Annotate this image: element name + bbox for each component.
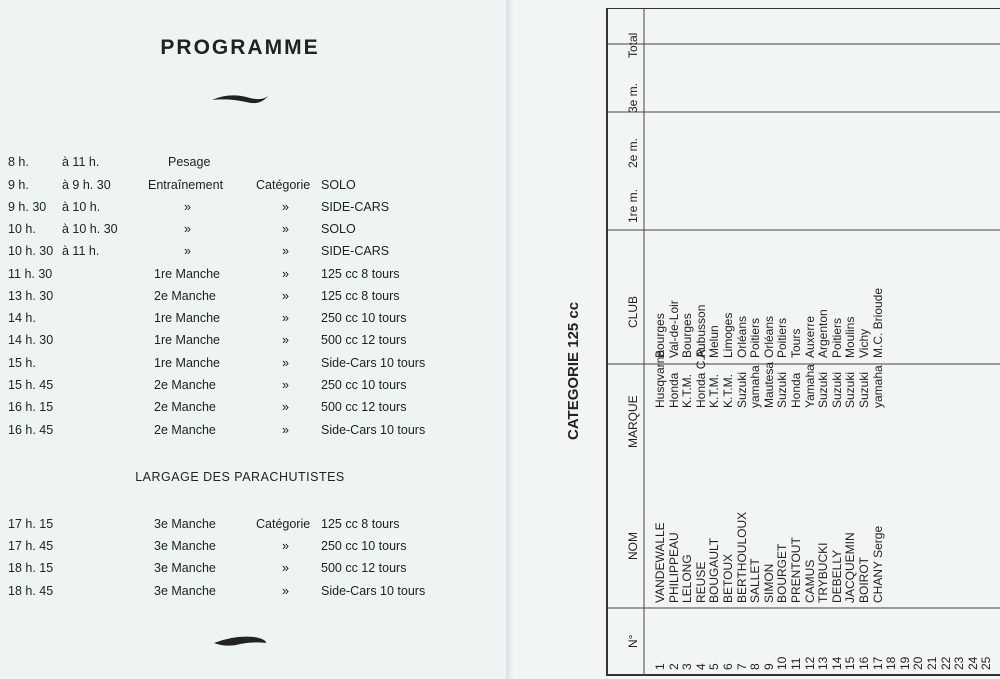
start-time: 17 h. 15 bbox=[8, 517, 54, 531]
row-nom: REUSE bbox=[693, 561, 708, 603]
activity: 2e Manche bbox=[154, 378, 216, 392]
row-marque: Husqvarna bbox=[653, 349, 667, 408]
row-marque: yamaha bbox=[870, 365, 885, 408]
start-time: 15 h. 45 bbox=[8, 378, 54, 392]
event: 250 cc 10 tours bbox=[321, 539, 407, 553]
category: » bbox=[282, 561, 289, 575]
row-number: 15 bbox=[843, 656, 858, 670]
row-club: Orléans bbox=[761, 315, 776, 358]
row-number: 3 bbox=[680, 663, 695, 670]
row-nom: SIMON bbox=[761, 563, 776, 603]
category: » bbox=[282, 222, 289, 236]
event: SOLO bbox=[321, 222, 356, 236]
activity: » bbox=[184, 244, 191, 258]
category: » bbox=[282, 289, 289, 303]
header-total: Total bbox=[626, 32, 640, 58]
page-fold bbox=[506, 0, 514, 679]
event: 125 cc 8 tours bbox=[321, 517, 400, 531]
row-number: 25 bbox=[979, 656, 994, 670]
event: 125 cc 8 tours bbox=[321, 267, 400, 281]
category: » bbox=[282, 584, 289, 598]
row-club: Vichy bbox=[857, 328, 871, 358]
row-number: 22 bbox=[938, 656, 953, 670]
activity: 1re Manche bbox=[154, 333, 221, 347]
event: 125 cc 8 tours bbox=[321, 289, 400, 303]
activity: 1re Manche bbox=[154, 267, 221, 281]
row-nom: CAMUS bbox=[802, 559, 817, 603]
start-time: 10 h. bbox=[8, 222, 36, 236]
schedule-row bbox=[0, 289, 480, 309]
row-nom: BERTHOULOUX bbox=[734, 511, 749, 603]
row-nom: CHANY Serge bbox=[870, 525, 885, 603]
activity: 3e Manche bbox=[154, 584, 216, 598]
row-marque: K.T.M. bbox=[680, 373, 695, 408]
row-number: 23 bbox=[952, 656, 967, 670]
row-club: Bourges bbox=[653, 313, 667, 358]
end-time: à 10 h. 30 bbox=[62, 222, 118, 236]
row-nom: BOIROT bbox=[857, 556, 871, 603]
row-nom: LELONG bbox=[680, 554, 695, 603]
row-number: 24 bbox=[965, 656, 980, 670]
end-time: à 11 h. bbox=[62, 244, 100, 258]
start-time: 10 h. 30 bbox=[8, 244, 54, 258]
start-time: 18 h. 45 bbox=[8, 584, 54, 598]
activity: 2e Manche bbox=[154, 423, 216, 437]
row-club: Poitiers bbox=[775, 317, 790, 358]
category-title: CATEGORIE 125 cc bbox=[565, 301, 582, 440]
event: SOLO bbox=[321, 178, 356, 192]
row-number: 4 bbox=[693, 663, 708, 670]
row-number: 19 bbox=[897, 656, 912, 670]
event: 500 cc 12 tours bbox=[321, 400, 407, 414]
row-nom: SALLET bbox=[748, 558, 763, 603]
category: » bbox=[282, 423, 289, 437]
row-marque: K.T.M. bbox=[721, 373, 735, 408]
row-club: Moulins bbox=[843, 316, 858, 358]
header-marque: MARQUE bbox=[626, 395, 640, 448]
largage-text: LARGAGE DES PARACHUTISTES bbox=[135, 470, 345, 484]
activity: 1re Manche bbox=[154, 311, 221, 325]
category: Catégorie bbox=[256, 517, 311, 531]
start-time: 16 h. 15 bbox=[8, 400, 54, 414]
start-time: 11 h. 30 bbox=[8, 267, 53, 281]
row-number: 20 bbox=[911, 656, 926, 670]
event: 250 cc 10 tours bbox=[321, 378, 407, 392]
row-club: Poitiers bbox=[829, 317, 844, 358]
category: » bbox=[282, 311, 289, 325]
row-number: 11 bbox=[789, 657, 803, 670]
start-time: 9 h. 30 bbox=[8, 200, 47, 214]
row-number: 1 bbox=[653, 663, 667, 670]
category: » bbox=[282, 200, 289, 214]
activity: 3e Manche bbox=[154, 517, 216, 531]
schedule-row bbox=[0, 356, 480, 376]
row-marque: yamaha bbox=[748, 365, 763, 408]
ornament-bottom-icon bbox=[212, 633, 268, 649]
header-nom: NOM bbox=[626, 532, 640, 560]
category: » bbox=[282, 267, 289, 281]
activity: 2e Manche bbox=[154, 400, 216, 414]
event: 500 cc 12 tours bbox=[321, 333, 407, 347]
header-m2: 2e m. bbox=[626, 137, 640, 168]
row-nom: TRYBUCKI bbox=[816, 542, 831, 603]
activity: 3e Manche bbox=[154, 539, 216, 553]
event: Side-Cars 10 tours bbox=[321, 356, 426, 370]
activity: 1re Manche bbox=[154, 356, 221, 370]
row-marque: Honda C.R. bbox=[693, 345, 708, 408]
event: Side-Cars 10 tours bbox=[321, 423, 426, 437]
row-number: 9 bbox=[761, 663, 776, 670]
row-marque: Suzuki bbox=[857, 371, 871, 408]
activity: » bbox=[184, 200, 191, 214]
schedule-row bbox=[0, 561, 480, 581]
activity: 2e Manche bbox=[154, 289, 216, 303]
end-time: à 9 h. 30 bbox=[62, 178, 111, 192]
start-time: 13 h. 30 bbox=[8, 289, 54, 303]
header-m1: 1re m. bbox=[626, 188, 640, 223]
end-time: à 11 h. bbox=[62, 155, 100, 169]
start-time: 16 h. 45 bbox=[8, 423, 54, 437]
row-nom: PHILIPPEAU bbox=[666, 532, 681, 603]
schedule-row bbox=[0, 423, 480, 443]
schedule-row bbox=[0, 378, 480, 398]
row-nom: JACQUEMIN bbox=[843, 532, 858, 603]
ornament-icon bbox=[210, 92, 270, 108]
activity: » bbox=[184, 222, 191, 236]
row-marque: Yamaha bbox=[802, 364, 817, 408]
row-marque: Suzuki bbox=[775, 371, 790, 408]
schedule-row bbox=[0, 222, 480, 242]
schedule-row bbox=[0, 333, 480, 353]
start-time: 9 h. bbox=[8, 178, 29, 192]
row-marque: Suzuki bbox=[734, 371, 749, 408]
event: 250 cc 10 tours bbox=[321, 311, 407, 325]
category: » bbox=[282, 378, 289, 392]
category: » bbox=[282, 244, 289, 258]
row-club: Bourges bbox=[680, 313, 695, 358]
schedule-row bbox=[0, 200, 480, 220]
category: » bbox=[282, 356, 289, 370]
row-number: 13 bbox=[816, 656, 831, 670]
row-number: 14 bbox=[829, 656, 844, 670]
schedule-row bbox=[0, 584, 480, 604]
row-nom: BOUGAULT bbox=[707, 537, 722, 603]
row-nom: BETOUX bbox=[721, 553, 735, 603]
results-table bbox=[606, 8, 1000, 676]
row-number: 12 bbox=[802, 656, 817, 670]
start-time: 18 h. 15 bbox=[8, 561, 54, 575]
header-num: N° bbox=[626, 634, 640, 648]
row-number: 2 bbox=[666, 663, 681, 670]
row-number: 18 bbox=[884, 656, 899, 670]
schedule-row bbox=[0, 155, 480, 175]
row-nom: BOURGET bbox=[775, 543, 790, 603]
category: » bbox=[282, 539, 289, 553]
row-club: Limoges bbox=[721, 312, 735, 358]
start-time: 15 h. bbox=[8, 356, 36, 370]
start-time: 14 h. bbox=[8, 311, 36, 325]
row-number: 7 bbox=[734, 663, 749, 670]
schedule-row bbox=[0, 244, 480, 264]
row-nom: DEBELLY bbox=[829, 549, 844, 603]
schedule-row bbox=[0, 539, 480, 559]
start-time: 14 h. 30 bbox=[8, 333, 54, 347]
row-marque: Suzuki bbox=[829, 371, 844, 408]
schedule-row bbox=[0, 517, 480, 537]
row-club: Auxerre bbox=[802, 315, 817, 358]
row-nom: VANDEWALLE bbox=[653, 522, 667, 603]
row-nom: PRENTOUT bbox=[789, 537, 803, 603]
activity: Entraînement bbox=[148, 178, 224, 192]
event: 500 cc 12 tours bbox=[321, 561, 407, 575]
event: SIDE-CARS bbox=[321, 244, 390, 258]
row-marque: Honda bbox=[789, 372, 803, 408]
row-club: Val-de-Loir bbox=[666, 300, 681, 358]
row-marque: Honda bbox=[666, 372, 681, 408]
event: SIDE-CARS bbox=[321, 200, 390, 214]
schedule-row bbox=[0, 178, 480, 198]
row-club: Poitiers bbox=[748, 317, 763, 358]
row-number: 6 bbox=[721, 663, 735, 670]
category: » bbox=[282, 333, 289, 347]
schedule-row bbox=[0, 311, 480, 331]
start-time: 17 h. 45 bbox=[8, 539, 54, 553]
row-number: 5 bbox=[707, 663, 722, 670]
row-club: M.C. Brioude bbox=[870, 287, 885, 358]
event: Side-Cars 10 tours bbox=[321, 584, 426, 598]
row-club: Tours bbox=[789, 328, 803, 358]
row-marque: Suzuki bbox=[816, 371, 831, 408]
category: » bbox=[282, 400, 289, 414]
activity: 3e Manche bbox=[154, 561, 216, 575]
row-number: 8 bbox=[748, 663, 763, 670]
header-m3: 3e m. bbox=[626, 82, 640, 113]
header-club: CLUB bbox=[626, 295, 640, 328]
row-marque: Suzuki bbox=[843, 371, 858, 408]
row-marque: K.T.M. bbox=[707, 373, 722, 408]
activity: Pesage bbox=[168, 155, 211, 169]
row-club: Orléans bbox=[734, 315, 749, 358]
row-marque: Mautesa bbox=[761, 361, 776, 408]
schedule-row bbox=[0, 267, 480, 287]
row-club: Aubusson bbox=[693, 304, 708, 358]
category: Catégorie bbox=[256, 178, 311, 192]
page-title: PROGRAMME bbox=[160, 36, 320, 59]
row-number: 16 bbox=[857, 656, 871, 670]
row-club: Argenton bbox=[816, 309, 831, 358]
schedule-row bbox=[0, 400, 480, 420]
row-number: 21 bbox=[925, 656, 939, 670]
row-number: 10 bbox=[775, 656, 790, 670]
end-time: à 10 h. bbox=[62, 200, 101, 214]
start-time: 8 h. bbox=[8, 155, 29, 169]
row-number: 17 bbox=[870, 656, 885, 670]
row-club: Melun bbox=[707, 325, 722, 358]
